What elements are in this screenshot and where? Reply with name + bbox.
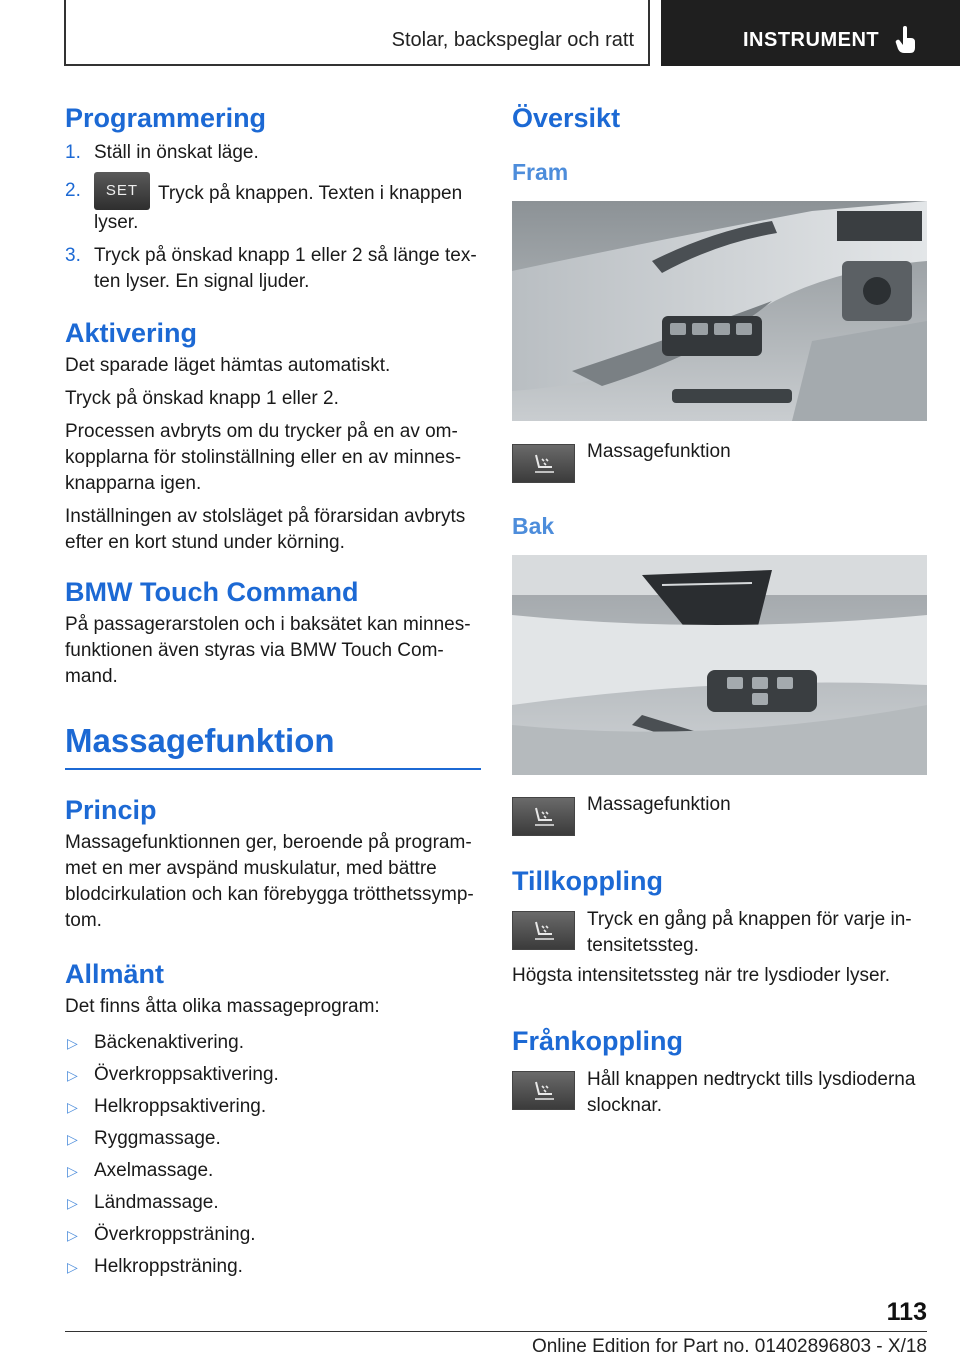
step-text: Tryck på knappen. Texten i knappen lyser. [94, 183, 463, 233]
triangle-bullet-icon: ▷ [67, 1067, 78, 1083]
triangle-bullet-icon: ▷ [67, 1163, 78, 1179]
triangle-bullet-icon: ▷ [67, 1227, 78, 1243]
step-text: Ställ in önskat läge. [94, 142, 259, 163]
step-number: 3. [65, 245, 81, 266]
triangle-bullet-icon: ▷ [67, 1035, 78, 1051]
massage-seat-icon [533, 806, 557, 828]
front-door-image [512, 201, 927, 421]
paragraph: Det sparade läget hämtas automatiskt. [65, 355, 391, 376]
hand-pointer-icon [895, 26, 917, 54]
step-item [65, 178, 481, 236]
massage-button-icon [512, 797, 575, 836]
heading-frankoppling: Frånkoppling [512, 1026, 683, 1056]
program-list [65, 1030, 481, 1280]
massage-seat-icon [533, 1080, 557, 1102]
paragraph: Inställningen av stolsläget på förarsidan avbryts efter en kort stund under körning. [65, 506, 466, 553]
list-item-text: Axelmassage. [94, 1160, 214, 1181]
heading-fram: Fram [512, 159, 569, 185]
triangle-bullet-icon: ▷ [67, 1195, 78, 1211]
heading-princip: Princip [65, 795, 157, 825]
list-item-text: Ryggmassage. [94, 1128, 221, 1149]
triangle-bullet-icon: ▷ [67, 1099, 78, 1115]
list-item [65, 1030, 481, 1056]
footer-divider [65, 1331, 927, 1332]
paragraph: Det finns åtta olika massageprogram: [65, 996, 380, 1017]
list-item-text: Helkroppsträning. [94, 1256, 243, 1277]
triangle-bullet-icon: ▷ [67, 1259, 78, 1275]
tillkoppling-text: Tryck en gång på knappen för varje intensitetssteg. [587, 909, 912, 956]
heading-allmant: Allmänt [65, 959, 165, 989]
list-item-text: Helkroppsaktivering. [94, 1096, 267, 1117]
programming-steps [65, 140, 481, 295]
heading-tillkoppling: Tillkoppling [512, 866, 663, 896]
massage-button-icon [512, 1071, 575, 1110]
heading-bak: Bak [512, 513, 555, 539]
heading-touch-command: BMW Touch Command [65, 577, 359, 607]
massage-button-icon [512, 444, 575, 483]
heading-programmering: Programmering [65, 103, 267, 133]
section-tab [661, 0, 960, 66]
rear-door-image [512, 555, 927, 775]
triangle-bullet-icon: ▷ [67, 1131, 78, 1147]
chapter-tab [64, 0, 650, 66]
tillkoppling-after: Högsta intensitetssteg när tre lysdioder lyser. [512, 965, 891, 986]
footer-edition: Online Edition for Part no. 01402896803 - X/18 [531, 1336, 927, 1357]
list-item [65, 1254, 481, 1280]
heading-oversikt: Översikt [512, 103, 621, 133]
massage-seat-icon [533, 453, 557, 475]
massage-button-icon [512, 911, 575, 950]
list-item [65, 1094, 481, 1120]
step-number: 1. [65, 142, 81, 163]
paragraph: Tryck på önskad knapp 1 eller 2. [65, 388, 339, 409]
step-item [65, 140, 481, 166]
list-item-text: Överkroppsträning. [94, 1224, 256, 1245]
paragraph: På passagerarstolen och i baksätet kan minnesfunktionen även styras via BMW Touch Command. [65, 614, 471, 687]
caption-bak: Massagefunktion [587, 794, 731, 815]
step-item [65, 243, 481, 295]
paragraph: Processen avbryts om du trycker på en av omkopplarna för stolinställning eller en av minnesknapparna igen. [65, 421, 462, 494]
list-item [65, 1158, 481, 1184]
chapter-title: Stolar, backspeglar och ratt [391, 29, 634, 51]
step-number: 2. [65, 180, 81, 201]
list-item-text: Ländmassage. [94, 1192, 219, 1213]
left-column [65, 100, 481, 1286]
frankoppling-text: Håll knappen nedtryckt tills lysdioderna slocknar. [587, 1069, 916, 1116]
heading-aktivering: Aktivering [65, 318, 198, 348]
list-item [65, 1062, 481, 1088]
section-title: INSTRUMENT [743, 29, 880, 51]
page-number: 113 [886, 1298, 927, 1326]
step-text: Tryck på önskad knapp 1 eller 2 så länge texten lyser. En signal ljuder. [94, 245, 477, 292]
heading-massagefunktion: Massagefunktion [65, 720, 481, 770]
list-item-text: Överkroppsaktivering. [94, 1064, 279, 1085]
massage-seat-icon [533, 920, 557, 942]
list-item [65, 1190, 481, 1216]
paragraph: Massagefunktionnen ger, beroende på programmet en mer avspänd muskulatur, med bättre blodcirkulation och kan förebygga trötthetssymptom. [65, 832, 474, 931]
caption-fram: Massagefunktion [587, 441, 731, 462]
set-button-icon: SET [94, 172, 150, 210]
list-item-text: Bäckenaktivering. [94, 1032, 244, 1053]
right-column [512, 100, 928, 138]
list-item [65, 1222, 481, 1248]
list-item [65, 1126, 481, 1152]
